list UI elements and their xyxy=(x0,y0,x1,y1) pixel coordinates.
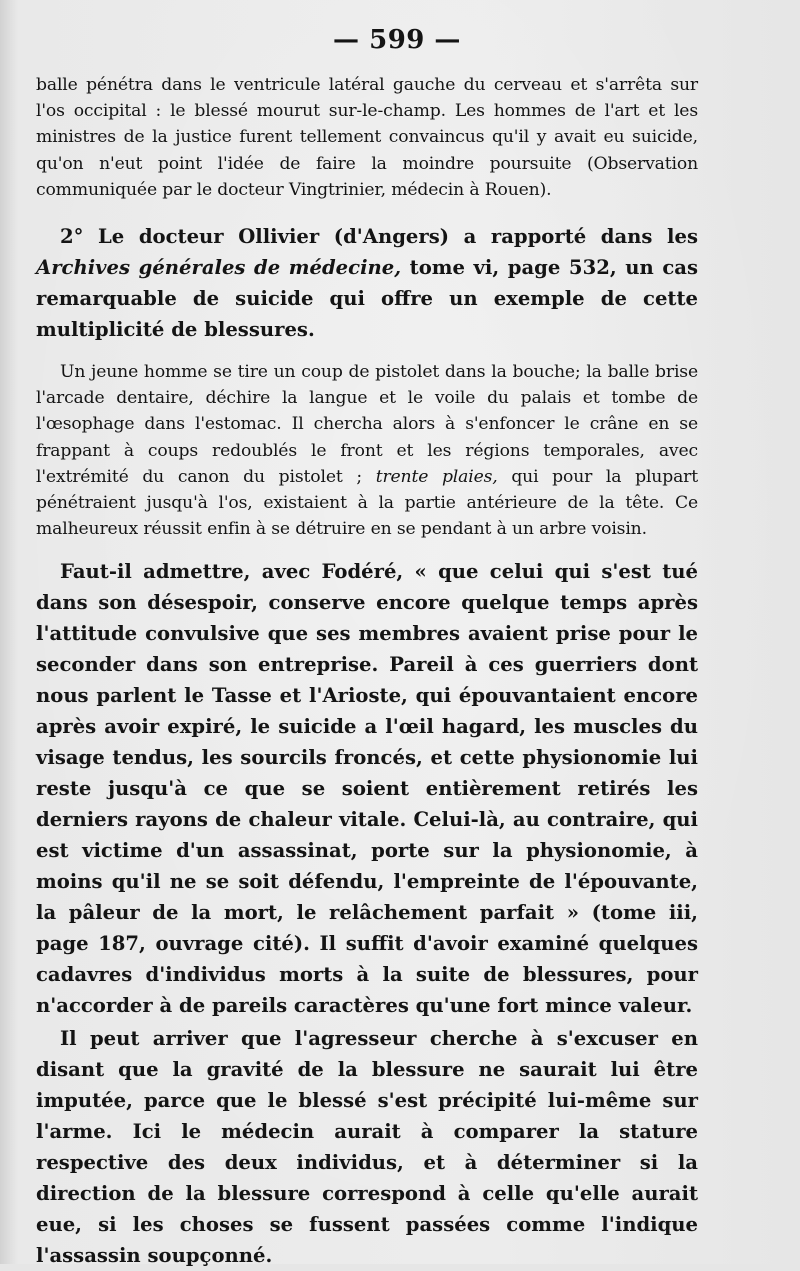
paragraph-aggressor-excuse: Il peut arriver que l'agresseur cherche à s'excuser en disant que la gravité de la blessure ne saurait lui être imputée, parce que le blessé s'est précipité lui-même sur l'arme. Ici le médecin aurait à comparer la stature respective des deux individus, et à déterminer si la direction de la blessure correspond à celle qu'elle aurait eue, si les choses se fussent passées comme l'indique l'assassin soupçonné. xyxy=(36,1027,698,1268)
case-two-text-after: tome vi, page 532, un cas remarquable de suicide qui offre un exemple de cette multiplicité de blessures. xyxy=(36,256,698,342)
paragraph-observation-end: balle pénétra dans le ventricule latéral gauche du cerveau et s'arrêta sur l'os occipital : le blessé mourut sur-le-champ. Les hommes de l'art et les ministres de la justice furent tellement convaincus qu'il y avait eu suicide, qu'on n'eut point l'idée de faire la moindre poursuite (Observation communiquée par le docteur Vingtrinier, médecin à Rouen). xyxy=(36,75,698,200)
observation-text-before: Un jeune homme se tire un coup de pistolet dans la bouche; la balle brise l'arcade dentaire, déchire la langue et le voile du palais et tombe de l'œsophage dans l'estomac. Il chercha alors à s'enfoncer le crâne en se frappant à coups redoublés le front et les régions temporales, avec l'extrémité du canon du pistolet ; xyxy=(36,362,698,487)
paragraph-fodere-discussion: Faut-il admettre, avec Fodéré, « que celui qui s'est tué dans son désespoir, conserve encore quelque temps après l'attitude convulsive que ses membres avaient prise pour le seconder dans son entreprise. Pareil à ces guerriers dont nous parlent le Tasse et l'Arioste, qui épouvantaient encore après avoir expiré, le suicide a l'œil hagard, les muscles du visage tendus, les sourcils froncés, et cette physionomie lui reste jusqu'à ce que se soient entièrement retirés les derniers rayons de chaleur vitale. Celui-là, au contraire, qui est victime d'un assassinat, porte sur la physionomie, à moins qu'il ne se soit défendu, l'empreinte de l'épouvante, la pâleur de la mort, le relâchement parfait » (tome iii, page 187, ouvrage cité). Il suffit d'avoir examiné quelques cadavres d'individus morts à la suite de blessures, pour n'accorder à de pareils caractères qu'une fort mince valeur. xyxy=(36,560,698,1018)
journal-title: Archives générales de médecine, xyxy=(36,256,402,280)
paragraph-case-two-observation xyxy=(36,359,698,542)
observation-text-after: qui pour la plupart pénétraient jusqu'à l'os, existaient à la partie antérieure de la tête. Ce malheureux réussit enfin à se détruire en se pendant à un arbre voisin. xyxy=(36,466,698,540)
page-number: — 599 — xyxy=(333,25,461,55)
case-two-text-before: 2° Le docteur Ollivier (d'Angers) a rapporté dans les xyxy=(60,225,698,249)
thirty-wounds-emphasis: trente plaies, xyxy=(375,466,498,487)
paragraph-case-two xyxy=(36,221,698,345)
